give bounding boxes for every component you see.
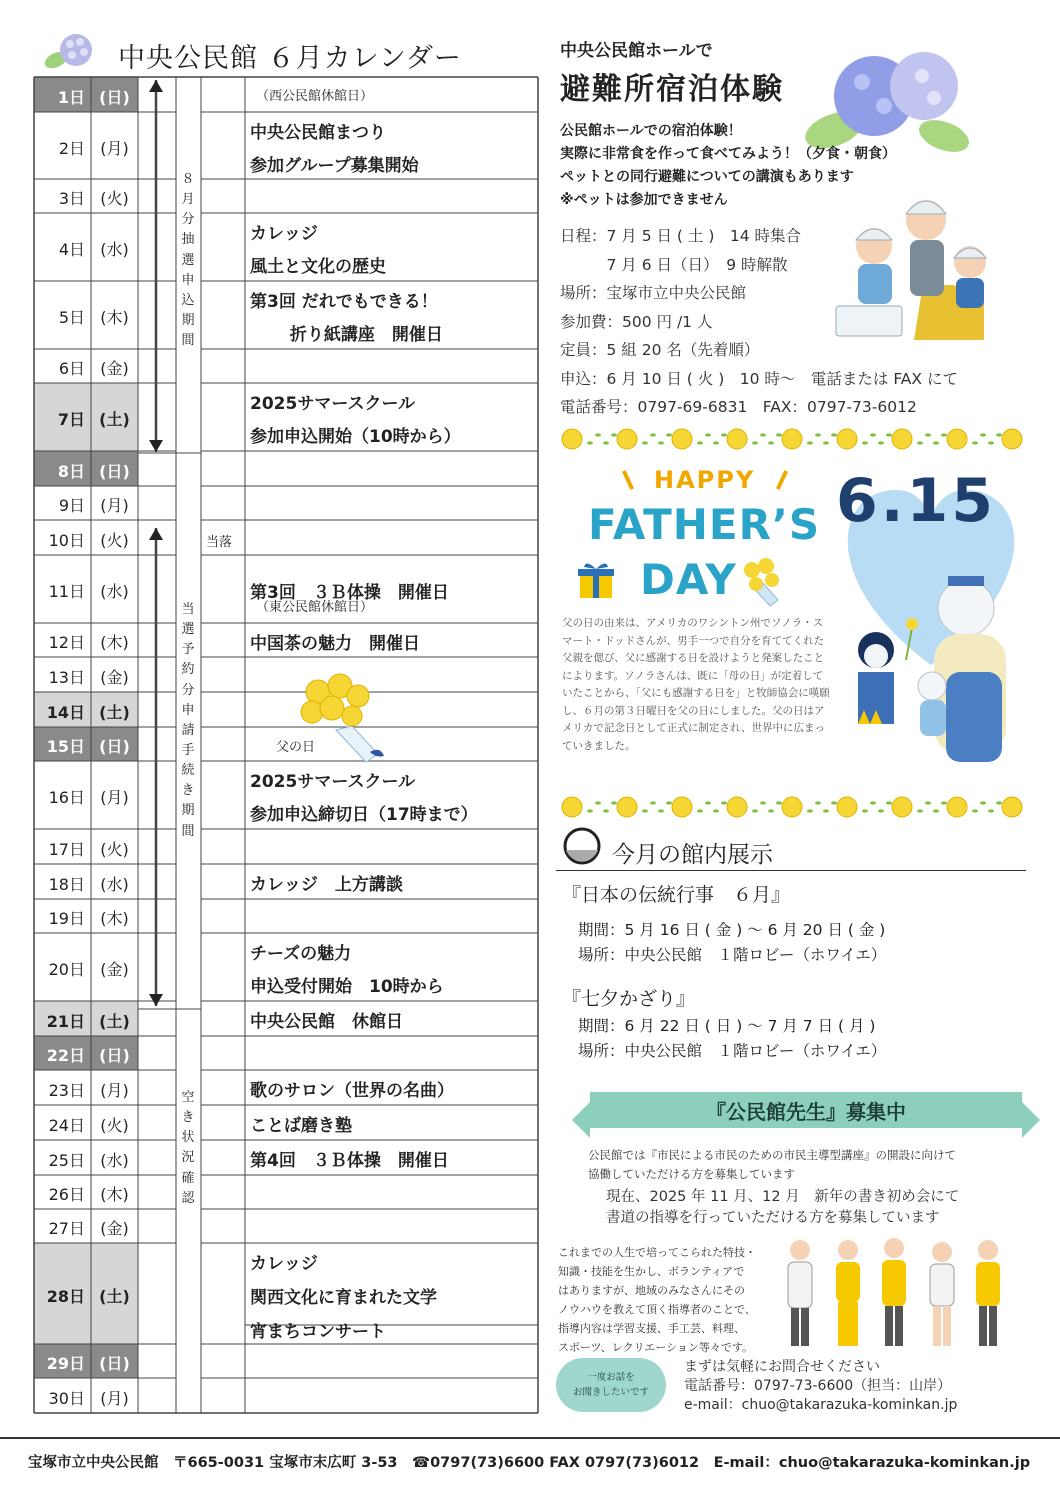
text-line: 協働していただける方を募集しています	[588, 1167, 795, 1181]
happy-dash-left	[622, 470, 634, 490]
calendar-weekday: (火)	[100, 530, 129, 550]
vertical-char: 抽	[181, 232, 195, 248]
vertical-char: き	[181, 783, 195, 799]
vertical-char: 確	[181, 1170, 195, 1186]
speech-bubble-text	[556, 1370, 666, 1400]
calendar-day: 25日	[48, 1150, 85, 1170]
text-line: 日程：7 月 5 日 ( 土 ) 14 時集合	[560, 227, 802, 245]
calendar-event: 参加申込開始（10時から）	[250, 427, 461, 447]
text-line: ※ペットは参加できません	[560, 192, 728, 208]
calendar-event: 関西文化に育まれた文学	[250, 1288, 437, 1308]
calendar-weekday: (水)	[100, 240, 129, 259]
calendar-weekday: (土)	[99, 702, 130, 722]
calendar-weekday: (木)	[100, 909, 129, 928]
calendar-day: 4日	[58, 240, 85, 259]
text-line: 電話番号：0797-69-6831 FAX：0797-73-6012	[560, 398, 917, 416]
calendar-weekday: (土)	[99, 1011, 130, 1031]
flower-divider	[558, 426, 1024, 452]
calendar-day: 24日	[48, 1115, 85, 1135]
calendar-weekday: (金)	[100, 667, 129, 687]
vertical-char: 期	[181, 312, 195, 328]
recruit-current	[606, 1187, 959, 1229]
calendar-event: ことば磨き塾	[250, 1116, 352, 1136]
calendar-day: 15日	[46, 737, 85, 756]
calendar-event: 中央公民館 休館日	[250, 1012, 403, 1032]
text-line: 電話番号：0797-73-6600（担当：山岸）	[684, 1378, 952, 1394]
footer-address: 宝塚市立中央公民館 〒665-0031 宝塚市末広町 3-53 ☎0797(73)6600 FAX 0797(73)6012 E-mail：chuo@takarazuka-kominkan.jp	[28, 1455, 1031, 1471]
calendar-weekday: (月)	[100, 138, 129, 158]
text-line: 知識・技能を生かし、ボランティアで	[558, 1265, 745, 1278]
calendar-day: 30日	[48, 1388, 85, 1408]
text-line: 実際に非常食を作って食べてみよう！（夕食・朝食）	[560, 146, 896, 162]
calendar-event: 歌のサロン（世界の名曲）	[250, 1081, 454, 1101]
calendar-event: チーズの魅力	[250, 944, 352, 964]
calendar-day: 18日	[48, 874, 85, 894]
calendar-day: 1日	[57, 87, 85, 107]
calendar-day: 20日	[48, 960, 85, 979]
calendar-event: 中央公民館まつり	[250, 122, 386, 143]
calendar-event: 風土と文化の歴史	[250, 257, 386, 277]
calendar-day: 23日	[48, 1080, 85, 1100]
text-line: 場所：宝塚市立中央公民館	[560, 284, 747, 302]
exhibit-title: 『日本の伝統行事 ６月』	[562, 884, 791, 906]
text-line: 定員：5 組 20 名（先着順）	[560, 341, 760, 359]
recruit-paragraph	[588, 1146, 956, 1184]
calendar-event: 参加グループ募集開始	[250, 155, 419, 176]
footer-divider	[0, 1437, 1060, 1439]
tousen-label: 当落	[206, 535, 233, 550]
exhibit-divider	[556, 870, 1026, 871]
calendar-weekday: (月)	[100, 1388, 129, 1408]
calendar-weekday: (火)	[100, 1115, 129, 1135]
teachers-illustration	[780, 1234, 1020, 1350]
calendar-weekday: (土)	[99, 1286, 130, 1306]
vertical-char: 間	[181, 823, 195, 839]
calendar-weekday: (日)	[99, 1354, 130, 1373]
vertical-char: 選	[181, 252, 195, 268]
calendar-event: 第4回 ３Ｂ体操 開催日	[250, 1151, 449, 1171]
vertical-char: 続	[181, 763, 195, 779]
shelter-title: 避難所宿泊体験	[560, 72, 784, 107]
text-line: 公民館では『市民による市民のための市民主導型講座』の開設に向けて	[588, 1148, 956, 1162]
exhibit-period: 期間：6 月 22 日 ( 日 ) ～ 7 月 7 日 ( 月 )	[578, 1017, 876, 1035]
vertical-char: 請	[181, 722, 195, 738]
vertical-char: 認	[181, 1190, 195, 1206]
vertical-char: 空	[181, 1090, 195, 1105]
text-line: これまでの人生で培ってこられた特技・	[558, 1246, 756, 1259]
calendar-weekday: (日)	[99, 737, 130, 756]
vertical-char: 手	[181, 742, 195, 758]
calendar-weekday: (水)	[100, 874, 129, 894]
flower-bouquet-icon	[738, 556, 786, 608]
calendar-weekday: (火)	[100, 839, 129, 859]
calendar-day: 6日	[58, 359, 85, 378]
calendar-weekday: (土)	[99, 410, 130, 429]
vertical-char: 分	[181, 212, 195, 228]
calendar-weekday: (月)	[100, 788, 129, 807]
text-line: 現在、2025 年 11 月、12 月 新年の書き初め会にて	[606, 1189, 960, 1205]
period-label-procedure	[177, 600, 199, 842]
text-line: 書道の指導を行っていただける方を募集しています	[606, 1210, 940, 1226]
exhibit-heading: 今月の館内展示	[612, 842, 773, 868]
calendar-note: 父の日	[276, 740, 316, 755]
text-line: 7 月 6 日（日） 9 時解散	[560, 255, 788, 274]
calendar-day: 2日	[58, 138, 85, 158]
fathers-label: FATHER’S	[588, 500, 821, 549]
calendar-event: 申込受付開始 10時から	[250, 977, 444, 997]
text-line: ノウハウを教えて頂く指導者のことで、	[558, 1303, 756, 1316]
calendar-day: 14日	[46, 702, 85, 722]
recruit-banner-title: 『公民館先生』募集中	[706, 1100, 906, 1124]
vertical-char: 約	[181, 662, 195, 678]
calendar-weekday: (水)	[100, 582, 129, 601]
text-line: はありますが、地域のみなさんにその	[558, 1284, 745, 1297]
calendar-weekday: (水)	[100, 1150, 129, 1170]
calendar-weekday: (木)	[100, 633, 129, 652]
vertical-char: 当	[181, 602, 195, 617]
text-line: ペットとの同行避難についての講演もあります	[560, 169, 854, 185]
calendar-weekday: (金)	[100, 359, 129, 378]
happy-label: HAPPY	[654, 466, 756, 494]
exhibit-place: 場所：中央公民館 １階ロビー（ホワイエ）	[578, 1042, 887, 1060]
calendar-day: 5日	[58, 308, 85, 327]
recruit-contact	[684, 1358, 957, 1415]
calendar-weekday: (月)	[100, 496, 129, 515]
vertical-char: 申	[181, 702, 195, 718]
text-line: お聞きしたいです	[572, 1387, 649, 1398]
shelter-subtitle: 中央公民館ホールで	[560, 41, 713, 61]
calendar-day: 12日	[48, 633, 85, 652]
vertical-char: 込	[181, 292, 195, 308]
text-line: 公民館ホールでの宿泊体験！	[560, 123, 742, 139]
calendar-day: 9日	[58, 496, 85, 515]
calendar-day: 3日	[58, 189, 85, 208]
day-label: DAY	[640, 555, 737, 604]
calendar-note: （東公民館休館日）	[256, 600, 374, 615]
text-line: e-mail：chuo@takarazuka-kominkan.jp	[684, 1397, 958, 1413]
vertical-char: 期	[181, 803, 195, 819]
calendar-title: 中央公民館 ６月カレンダー	[118, 43, 462, 74]
vertical-char: き	[181, 1110, 195, 1126]
bouquet-illustration	[296, 670, 396, 766]
bear-family-illustration	[836, 560, 1026, 770]
calendar-weekday: (日)	[99, 87, 130, 107]
flower-divider	[558, 794, 1024, 820]
exhibit-title: 『七夕かざり』	[562, 988, 696, 1010]
exhibit-period: 期間：5 月 16 日 ( 金 ) ～ 6 月 20 日 ( 金 )	[578, 921, 886, 939]
text-line: 指導内容は学習支援、手工芸、料理、	[558, 1322, 745, 1335]
calendar-day: 22日	[46, 1046, 85, 1065]
calendar-day: 27日	[48, 1219, 85, 1238]
text-line: 参加費：500 円 /1 人	[560, 312, 713, 331]
calendar-event: 参加申込締切日（17時まで）	[250, 805, 478, 825]
calendar-event: 2025サマースクール	[250, 394, 416, 414]
calendar-day: 21日	[46, 1011, 85, 1031]
text-line: まずは気軽にお問合せください	[684, 1359, 880, 1375]
exhibit-place: 場所：中央公民館 １階ロビー（ホワイエ）	[578, 946, 887, 964]
happy-dash-right	[776, 470, 788, 490]
calendar-event: 第3回 だれでもできる！	[250, 292, 438, 312]
calendar-weekday: (日)	[99, 1046, 130, 1065]
calendar-event: 中国茶の魅力 開催日	[250, 633, 420, 654]
text-line: 申込：6 月 10 日 ( 火 ) 10 時～ 電話または FAX にて	[560, 369, 958, 388]
period-label-lottery	[177, 170, 199, 351]
calendar-weekday: (木)	[100, 308, 129, 327]
calendar-weekday: (木)	[100, 1185, 129, 1204]
calendar-day: 29日	[46, 1354, 85, 1373]
fathers-day-date: 6.15	[836, 466, 997, 536]
text-line: スポーツ、レクリエーション等々です。	[558, 1341, 754, 1354]
calendar-event: 第3回 ３Ｂ体操 開催日	[250, 582, 449, 603]
calendar-day: 16日	[48, 788, 85, 807]
gift-icon	[576, 560, 616, 600]
exhibit-icon	[562, 826, 606, 866]
calendar-day: 8日	[57, 461, 85, 481]
text-line: 一度お話を	[587, 1372, 635, 1383]
period-label-vacancy	[177, 1088, 199, 1209]
calendar-weekday: (日)	[99, 461, 130, 481]
calendar-event: カレッジ	[250, 1254, 318, 1274]
calendar-weekday: (金)	[100, 960, 129, 979]
vertical-char: ８	[181, 172, 195, 187]
calendar-day: 10日	[48, 530, 85, 550]
calendar-note: （西公民館休館日）	[256, 89, 374, 104]
calendar-day: 26日	[48, 1185, 85, 1204]
calendar-weekday: (火)	[100, 189, 129, 208]
vertical-char: 予	[181, 642, 195, 658]
calendar-day: 11日	[48, 582, 85, 601]
fathers-day-text: 父の日の由来は、アメリカのワシントン州でソノラ・スマート・ドッドさんが、男手一つで自分を育ててくれた父親を偲び、父に感謝する日を設けようと発案したことによります。ソノラさんは、既に「母の日」が定着していたことから、「父にも感謝する日を」と牧師協会に嘆願し、６月の第３日曜日を父の日にしました。父の日はアメリカで記念日として正式に制定され、世界中に広まっていきました。	[562, 617, 830, 752]
calendar-day: 7日	[57, 410, 85, 429]
calendar-weekday: (月)	[100, 1080, 129, 1100]
recruit-body	[558, 1243, 756, 1357]
vertical-char: 申	[181, 272, 195, 288]
calendar-day: 28日	[46, 1286, 85, 1306]
calendar-day: 19日	[48, 909, 85, 928]
family-illustration	[830, 178, 1000, 356]
vertical-char: 選	[181, 622, 195, 638]
calendar-day: 13日	[48, 667, 85, 687]
vertical-char: 状	[181, 1130, 195, 1146]
banner-fold-right	[1022, 1102, 1040, 1138]
vertical-char: 間	[181, 333, 195, 349]
calendar-weekday: (金)	[100, 1219, 129, 1238]
calendar-event: カレッジ 上方講談	[250, 875, 403, 895]
calendar-event: 2025サマースクール	[250, 772, 416, 792]
vertical-char: 況	[181, 1150, 195, 1166]
banner-fold-left	[572, 1102, 590, 1138]
calendar-event: 折り紙講座 開催日	[250, 325, 443, 345]
calendar-day: 17日	[48, 839, 85, 859]
vertical-char: 分	[181, 682, 195, 698]
vertical-char: 月	[181, 192, 195, 208]
calendar-event: 宵まちコンサート	[250, 1322, 386, 1342]
calendar-event: カレッジ	[250, 224, 318, 244]
